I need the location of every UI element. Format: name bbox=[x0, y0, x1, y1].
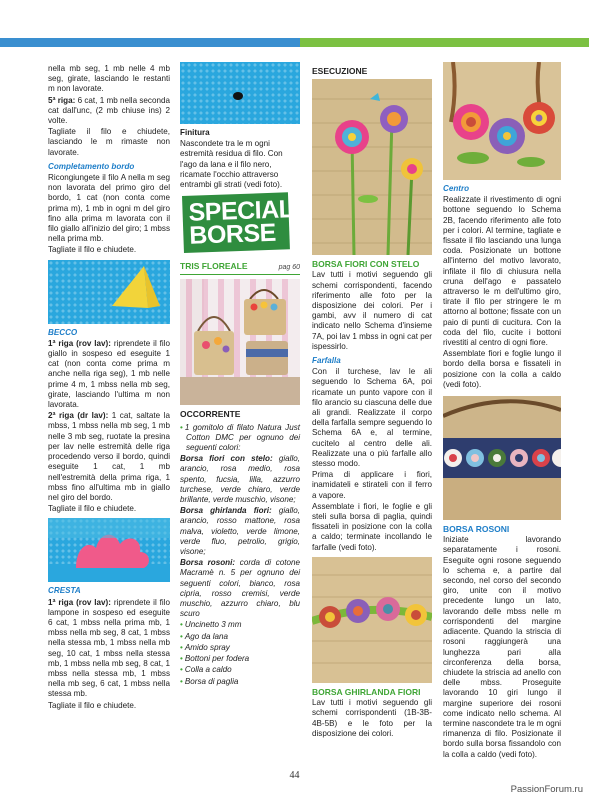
cresta-end: Tagliate il filo e chiudete. bbox=[48, 700, 137, 710]
riga5-label: 5ª riga: bbox=[48, 95, 76, 105]
bullet-borsa: • Borsa di paglia bbox=[180, 677, 300, 687]
centro-text-2: Assemblate fiori e foglie lungo il bordo della borsa e fissateli in posizione con la colla a caldo (vedi foto). bbox=[443, 349, 561, 389]
rosoni-text: Iniziate lavorando separatamente i rosoni. Eseguite ogni rosone seguendo lo schema e, a partire dal secondo, nel corso del secondo giro, unite con il motivo precedente lungo un lato, lavorando delle mbss nelle m corrispondenti del margine adiacente. Quando la striscia di rosoni raggiungerà una lunghezza pari alla circonferenza della borsa, chiudete la striscia ad anello con delle mbss. Proseguite lavorando 10 giri lungo il margine superiore dei rosoni come indicato nello schema. Al termine nascondete tra le m ogni rimanenza di filo. Posizionate il bordo sulla borsa fissandolo con la colla a caldo (vedi foto). bbox=[443, 535, 561, 759]
knit-photo-eye bbox=[180, 62, 300, 124]
ghirlanda-title: BORSA GHIRLANDA FIORI bbox=[312, 686, 421, 697]
tris-page-ref: pag 60 bbox=[278, 264, 300, 272]
bags-image bbox=[180, 279, 300, 405]
becco-r1 bbox=[48, 339, 170, 410]
column-3 bbox=[312, 66, 432, 740]
speciale-borse-banner bbox=[182, 193, 311, 254]
column-4 bbox=[443, 62, 561, 761]
becco-title: BECCO bbox=[48, 327, 78, 337]
farfalla-text-2: Prima di applicare i fiori, inamidateli e stirateli con il ferro a vapore. bbox=[312, 470, 432, 500]
header-bar-green bbox=[300, 38, 589, 47]
finitura-text: Nascondete tra le m ogni estremità residua di filo. Con l'ago da lana e il filo nero, ricamate l'occhio attraverso entrambi gli strati (vedi foto). bbox=[180, 139, 283, 190]
finitura-title: Finitura bbox=[180, 128, 210, 137]
cresta-r1-label: 1ª riga (rov lav): bbox=[48, 597, 111, 607]
fiori-stelo-text: Lav tutti i motivi seguendo gli schemi corrispondenti, facendo riferimento alle foto per la disposizione dei colori. Per i gambi, avv il numero di cat indicato nello Schema d'insieme 7A, poi lav 1 mbss in ogni cat per ispessirlo. bbox=[312, 270, 432, 351]
centro-title: Centro bbox=[443, 184, 470, 193]
becco-r2 bbox=[48, 411, 170, 503]
bullet-uncinetto: • Uncinetto 3 mm bbox=[180, 620, 300, 630]
farfalla-text: Con il turchese, lav le ali seguendo lo Schema 6A, poi ricamate un punto vapore con il filo arancio su ciascuna delle due ali grandi. Realizzate il corpo della farfalla sempre seguendo lo Schema 6A e, al termine, cucitelo al centro delle ali. Realizzate una o più farfalle allo stesso modo. bbox=[312, 367, 432, 469]
bullet-colla: • Colla a caldo bbox=[180, 665, 300, 675]
bullet-bottoni: • Bottoni per fodera bbox=[180, 654, 300, 664]
becco-r1-label: 1ª riga (rov lav): bbox=[48, 338, 111, 348]
completamento-end: Tagliate il filo e chiudete. bbox=[48, 245, 137, 255]
ghirlanda-photo bbox=[312, 557, 432, 683]
occorrente-title: OCCORRENTE bbox=[180, 409, 241, 420]
cresta-r1-text: riprendete il filo lampone in sospeso ed eseguite 6 cat, 1 mbss nella prima mb, 1 mbss nella mb seg, 8 cat, 1 mbss nella stessa mb, 1 mbss nella mb seg, 10 cat, 1 mbss nella stessa mb, 1 mbss nella mb seg, 8 cat, 1 mbss nella stessa mb, 1 mbss nella mb seg, 6 cat, 1 mbss nella stessa mb. bbox=[48, 597, 170, 699]
tris-floreale-header bbox=[180, 261, 300, 275]
flower-garland-bag-image bbox=[312, 557, 432, 683]
rosette-bag-image bbox=[443, 396, 561, 520]
pink-crest-image bbox=[48, 518, 170, 582]
riga5-paragraph bbox=[48, 96, 170, 127]
banner-line-1: SPECIALE bbox=[188, 194, 311, 227]
bullet-ago: • Ago da lana bbox=[180, 632, 300, 642]
becco-r2-label: 2ª riga (dr lav): bbox=[48, 411, 109, 421]
riga5-end: Tagliate il filo e chiudete, lasciando le m rimaste non lavorate. bbox=[48, 127, 170, 157]
yellow-beak-image bbox=[48, 260, 170, 324]
column-1 bbox=[48, 64, 170, 712]
farfalla-title: Farfalla bbox=[312, 356, 341, 366]
riga5-text: 6 cat, 1 mb nella seconda cat dall'unc, (2 mb chiuse ins) 2 volte. bbox=[48, 95, 170, 126]
centro-text: Realizzate il rivestimento di ogni bottone seguendo lo Schema 2B, facendo riferimento alle foto per i colori. Al termine, tagliate e fissate il filo lasciando una lunga coda. Posizionate un bottone all'interno del motivo lavorato, infilate il filo di chiusura nella cruna dell'ago e passatelo attraverso le m dell'ultimo giro, tirate il filo per stringere le m attorno al bottone; fissate con un paio di punti di cucitura. Con la coda del filo, cucite i bottoni rivestiti al centro di ogni fiore. bbox=[443, 195, 561, 348]
centro-photo bbox=[443, 62, 561, 180]
cresta-photo bbox=[48, 518, 170, 582]
ghirlanda-label: Borsa ghirlanda fiori: bbox=[180, 506, 272, 516]
black-eye-image bbox=[180, 62, 300, 124]
becco-photo bbox=[48, 260, 170, 324]
rosoni-text: corda di cotone Macramè n. 5 per ognuno dei seguenti colori, bianco, rosa cipria, rosso cremisi, verde muschio, azzurro chiaro, blu scuro bbox=[180, 558, 301, 619]
tris-floreale-title: TRIS FLOREALE bbox=[180, 261, 248, 272]
rosoni-label: Borsa rosoni: bbox=[180, 558, 236, 568]
fiori-label: Borsa fiori con stelo: bbox=[180, 454, 273, 464]
fiori-stelo-photo bbox=[312, 79, 432, 255]
page-number: 44 bbox=[289, 770, 300, 781]
rosoni-photo bbox=[443, 396, 561, 520]
ghirlanda-list bbox=[180, 506, 300, 557]
esecuzione-title: ESECUZIONE bbox=[312, 66, 368, 76]
button-flowers-image bbox=[443, 62, 561, 180]
completamento-title: Completamento bordo bbox=[48, 161, 135, 171]
intro-text: nella mb seg, 1 mb nelle 4 mb seg, girate, lasciando le restanti m non lavorate. bbox=[48, 64, 170, 94]
flower-stem-bag-image bbox=[312, 79, 432, 255]
fiori-stelo-title: BORSA FIORI CON STELO bbox=[312, 259, 420, 270]
bullet-amido: • Amido spray bbox=[180, 643, 300, 653]
cresta-title: CRESTA bbox=[48, 586, 81, 596]
farfalla-text-3: Assemblate i fiori, le foglie e gli steli sulla borsa di paglia, quindi fissateli in posizione con la colla a caldo; terminate incollando le farfalle (vedi foto). bbox=[312, 501, 432, 552]
cresta-r1 bbox=[48, 598, 170, 700]
header-color-bar bbox=[0, 38, 589, 47]
fiori-list bbox=[180, 454, 300, 505]
header-bar-blue bbox=[0, 38, 300, 47]
fiori-text: giallo, arancio, rosa medio, rosa spento, fucsia, lilla, azzurro turchese, verde chiaro, verde brillante, verde muschio, visone; bbox=[180, 454, 300, 505]
becco-r2-text: 1 cat, saltate la mbss, 1 mbss nella mb seg, 1 mb nelle 3 mb seg, ruotate la presina per lav nelle estremità delle riga procedendo verso il bordo, quindi eseguite 1 cat, 1 mb nell'estremità della prima riga, 1 mbss fino all'ultima mb in giallo nel giro del bordo. bbox=[48, 411, 170, 502]
three-bags-photo bbox=[180, 279, 300, 405]
rosoni-title: BORSA ROSONI bbox=[443, 524, 510, 535]
becco-end: Tagliate il filo e chiudete. bbox=[48, 504, 137, 514]
completamento-text: Ricongiungete il filo A nella m seg non lavorata del primo giro del bordo, 1 cat (non conta come prima m), 1 mb in ogni m del giro fino alla prima m lavorata con il filo giallo all'inizio del giro; 1 mbss nella prima mb. bbox=[48, 173, 170, 244]
becco-r1-text: riprendete il filo giallo in sospeso ed eseguite 1 cat (non conta come prima m anche nella riga seg), 1 mb nelle prime 4 m, 1 mbss nella mb seg, girate, lasciando l'ultima m non lavorata. bbox=[48, 338, 170, 410]
column-2 bbox=[180, 62, 311, 688]
ghirlanda-text: Lav tutti i motivi seguendo gli schemi corrispondenti (1B-3B-4B-5B) e le foto per la disposizione dei colori. bbox=[312, 698, 432, 738]
rosoni-list bbox=[180, 558, 300, 619]
occorrente-item-0: • 1 gomitolo di filato Natura Just Cotton DMC per ognuno dei seguenti colori: bbox=[180, 423, 300, 454]
banner-line-2: BORSE bbox=[188, 218, 277, 250]
site-watermark: PassionForum.ru bbox=[510, 784, 583, 795]
ghirlanda-text: giallo, arancio, rosso mattone, rosa malva, violetto, verde limone, verde fluo, petrolio, grigio, visone; bbox=[180, 506, 300, 557]
